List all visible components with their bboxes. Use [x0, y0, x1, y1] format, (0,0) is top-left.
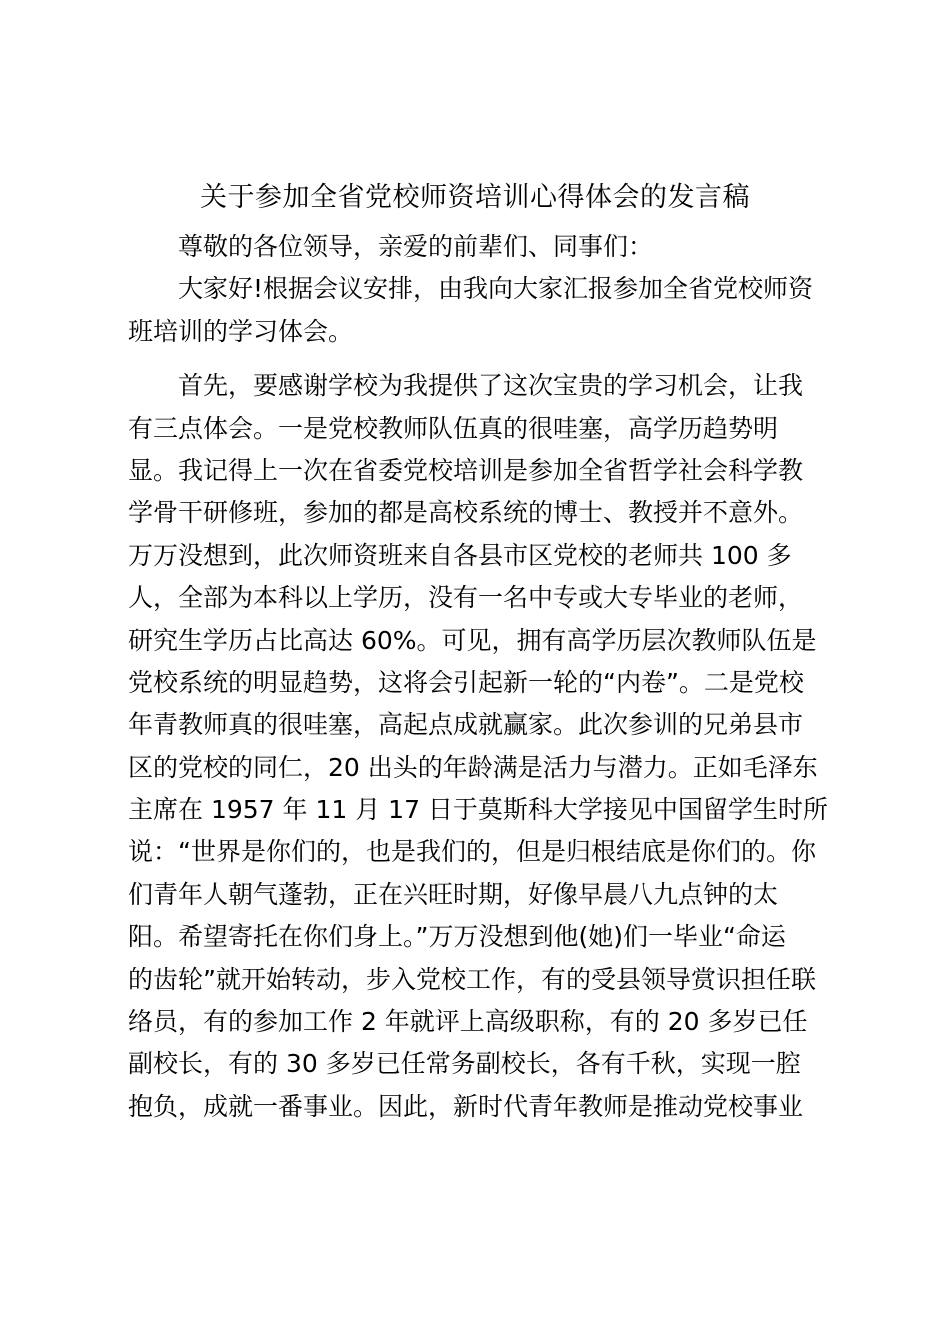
paragraph-line: 党校系统的明显趋势，这将会引起新一轮的“内卷”。二是党校 — [128, 667, 804, 697]
paragraph-line: 显。我记得上一次在省委党校培训是参加全省哲学社会科学教 — [128, 455, 804, 485]
paragraph-line: 人，全部为本科以上学历，没有一名中专或大专毕业的老师， — [128, 583, 804, 613]
paragraph-line: 络员，有的参加工作 2 年就评上高级职称，有的 20 多岁已任 — [128, 1007, 808, 1037]
paragraph-line: 主席在 1957 年 11 月 17 日于莫斯科大学接见中国留学生时所 — [128, 795, 828, 825]
paragraph-line: 有三点体会。一是党校教师队伍真的很哇塞，高学历趋势明 — [128, 413, 779, 443]
paragraph-line: 万万没想到，此次师资班来自各县市区党校的老师共 100 多 — [128, 540, 792, 570]
paragraph-line: 年青教师真的很哇塞，高起点成就赢家。此次参训的兄弟县市 — [128, 710, 804, 740]
document-title: 关于参加全省党校师资培训心得体会的发言稿 — [200, 182, 750, 213]
paragraph-line: 抱负，成就一番事业。因此，新时代青年教师是推动党校事业 — [128, 1091, 804, 1121]
paragraph-line: 的齿轮”就开始转动，步入党校工作，有的受县领导赏识担任联 — [128, 964, 816, 994]
document-body — [128, 226, 834, 1128]
paragraph-line: 说：“世界是你们的，也是我们的，但是归根结底是你们的。你 — [128, 837, 816, 867]
paragraph-line: 学骨干研修班，参加的都是高校系统的博士、教授并不意外。 — [128, 498, 804, 528]
paragraph-line: 大家好!根据会议安排，由我向大家汇报参加全省党校师资 — [178, 274, 814, 304]
paragraph-line: 阳。希望寄托在你们身上。”万万没想到他(她)们一毕业“命运 — [128, 922, 786, 952]
salutation-line: 尊敬的各位领导，亲爱的前辈们、同事们： — [178, 232, 654, 261]
paragraph-line: 们青年人朝气蓬勃，正在兴旺时期，好像早晨八九点钟的太 — [128, 879, 779, 909]
paragraph-line: 区的党校的同仁，20 出头的年龄满是活力与潜力。正如毛泽东 — [128, 752, 818, 782]
paragraph-line: 副校长，有的 30 多岁已任常务副校长，各有千秋，实现一腔 — [128, 1049, 801, 1079]
paragraph-line: 班培训的学习体会。 — [128, 316, 354, 346]
paragraph-line: 研究生学历占比高达 60%。可见，拥有高学历层次教师队伍是 — [128, 625, 817, 655]
paragraph-gap — [128, 353, 834, 365]
paragraph-line: 首先，要感谢学校为我提供了这次宝贵的学习机会，让我 — [178, 371, 804, 401]
